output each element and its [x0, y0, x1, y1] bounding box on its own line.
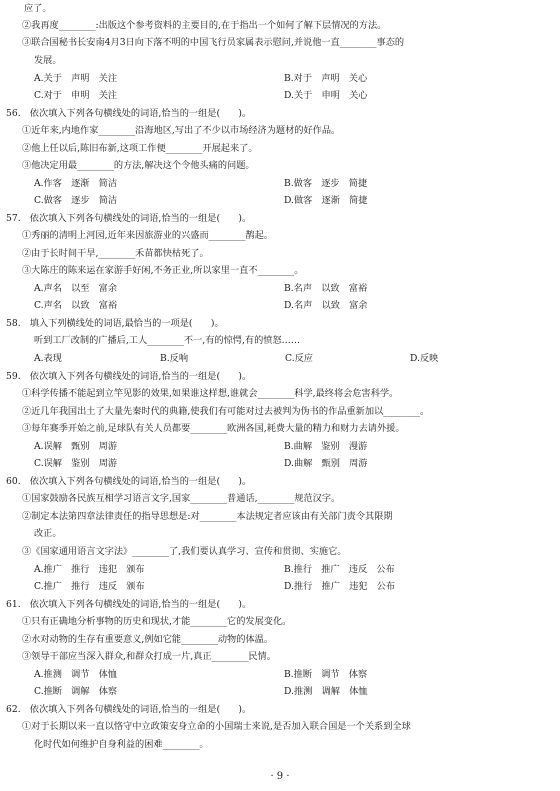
text-line: ①对于长期以来一直以恪守中立政策安身立命的小国瑞士来说,是否加入联合国是一个关系到全球	[22, 721, 411, 732]
option-d: D.关于 申明 关心	[284, 90, 368, 101]
text-line: ①近年来,内地作家________沿海地区,写出了不少以市场经济为题材的好作品。	[22, 125, 341, 136]
option-a: A.推广 推行 违犯 颁布	[34, 564, 145, 575]
text-line: ①科学传播不能起到立竿见影的效果,如果谁这样想,谁就会________科学,最终将会危害科学。	[22, 388, 399, 399]
text-line: ③每年赛季开始之前,足球队有关人员都要________欧洲各国,耗费大量的精力和财力去请外援。	[22, 423, 405, 434]
option-d: D.推测 调解 体恤	[284, 686, 368, 697]
question-58: 58. 填入下列横线处的词语,最恰当的一项是( )。	[6, 318, 224, 329]
text-line: ③他决定用最________的方法,解决这个令他头痛的问题。	[22, 160, 255, 171]
text-line: ②我再度________:出版这个参考资料的主要目的,在于指出一个如何了解下层情况的方法。	[22, 20, 387, 31]
option-b: B.做客 逐步 简捷	[284, 178, 368, 189]
option-d: D.曲解 甄别 周游	[284, 458, 368, 469]
option-a: A.关于 声明 关注	[34, 73, 118, 84]
text-line: 改正。	[34, 528, 62, 539]
question-61: 61. 依次填入下列各句横线处的词语,恰当的一组是( )。	[6, 599, 252, 610]
option-a: A.作客 逐渐 简洁	[34, 178, 118, 189]
option-c: C.推广 推行 违反 颁布	[34, 581, 145, 592]
option-a: A.声名 以至 富余	[34, 283, 118, 294]
text-line: ①秀丽的清明上河园,近年来因旅游业的兴盛而________鹊起。	[22, 230, 273, 241]
question-56: 56. 依次填入下列各句横线处的词语,恰当的一组是( )。	[6, 108, 252, 119]
question-57: 57. 依次填入下列各句横线处的词语,恰当的一组是( )。	[6, 213, 252, 224]
option-b: B.名声 以致 富裕	[284, 283, 368, 294]
text-line: ③大陈庄的陈来运在家游手好闲,不务正业,所以家里一直不________。	[22, 265, 304, 276]
text-line: ②制定本法第四章法律责任的指导思想是:对________本法规定者应该由有关部门责令其限期	[22, 511, 393, 522]
option-a: A.推测 调节 体恤	[34, 669, 118, 680]
text-line: ②近几年我国出土了大量先秦时代的典籍,使我们有可能对过去被判为伪书的作品重新加以________。	[22, 406, 430, 417]
option-d: D.名声 以致 富余	[284, 300, 368, 311]
option-d: D.推行 推广 违犯 公布	[284, 581, 396, 592]
question-59: 59. 依次填入下列各句横线处的词语,恰当的一组是( )。	[6, 371, 252, 382]
question-60: 60. 依次填入下列各句横线处的词语,恰当的一组是( )。	[6, 476, 252, 487]
text-line: 应了。	[24, 3, 52, 14]
option-c: C.推断 调解 体察	[34, 686, 118, 697]
option-a: A.表现	[34, 353, 62, 364]
option-b: B.推行 推广 违反 公布	[284, 564, 395, 575]
option-a: A.误解 甄别 周游	[34, 441, 118, 452]
text-line: 化时代如何维护自身利益的困难________。	[34, 739, 209, 750]
option-b: B.对于 声明 关心	[284, 73, 368, 84]
option-c: C.反应	[285, 353, 313, 364]
text-line: ③联合国秘书长安南4月3日向下落不明的中国飞行员家属表示慰问,并说他一直________事态的	[22, 37, 405, 48]
option-c: C.误解 鉴别 周游	[34, 458, 118, 469]
text-line: ②水对动物的生存有重要意义,例如它能________动物的体温。	[22, 634, 273, 645]
text-line: 听到工厂改制的广播后,工人________不一,有的惊愕,有的愤怒……	[34, 335, 301, 346]
text-line: 发展。	[34, 55, 62, 66]
text-line: ②由于长时间干旱,________禾苗都快枯死了。	[22, 248, 209, 259]
text-line: ①只有正确地分析事物的历史和现状,才能________它的发展变化。	[22, 616, 292, 627]
option-c: C.做客 逐步 简洁	[34, 195, 118, 206]
option-d: D.反映	[410, 353, 439, 364]
text-line: ②他上任以后,陈旧布新,这项工作便________开展起来了。	[22, 143, 258, 154]
option-d: D.做客 逐渐 简捷	[284, 195, 368, 206]
text-line: ③《国家通用语言文字法》________了,我们要认真学习、宣传和贯彻、实施它。	[22, 546, 347, 557]
text-line: ③领导干部应当深入群众,和群众打成一片,真正________民情。	[22, 651, 276, 662]
page-number: · 9 ·	[270, 771, 290, 782]
option-c: C.对于 申明 关注	[34, 90, 118, 101]
option-b: B.推断 调节 体察	[284, 669, 368, 680]
question-62: 62. 依次填入下列各句横线处的词语,恰当的一组是( )。	[6, 704, 252, 715]
text-line: ①国家鼓励各民族互相学习语言文字,国家________普通话,________规范汉字。	[22, 493, 341, 504]
option-c: C.声名 以致 富裕	[34, 300, 118, 311]
option-b: B.曲解 鉴别 漫游	[284, 441, 368, 452]
option-b: B.反响	[160, 353, 189, 364]
